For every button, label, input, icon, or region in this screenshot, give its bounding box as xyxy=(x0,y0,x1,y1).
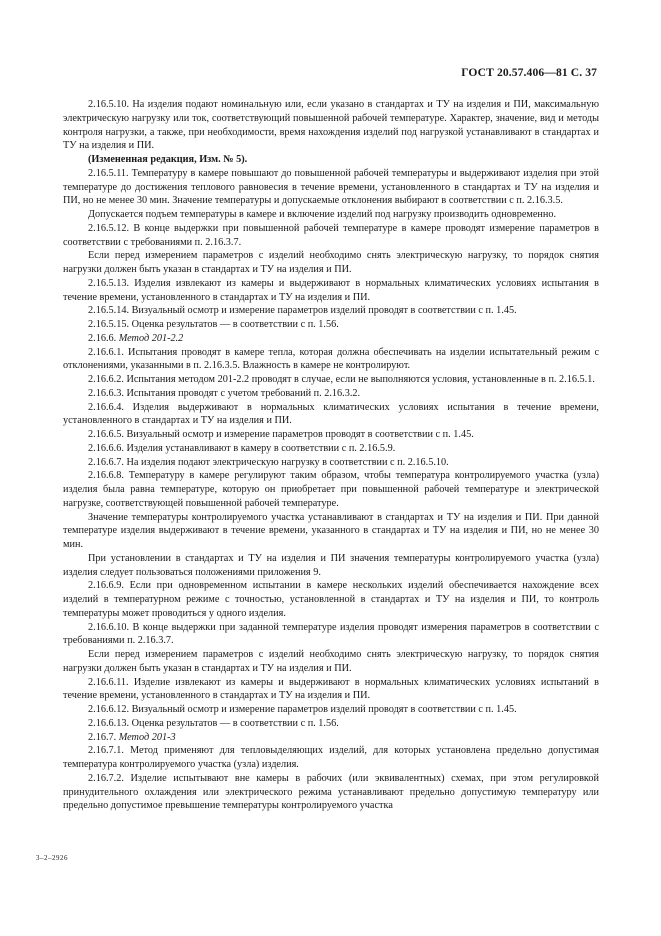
document-body xyxy=(63,98,599,813)
method-title: Метод 201-2.2 xyxy=(118,332,184,344)
paragraph: 2.16.5.10. На изделия подают номинальную или, если указано в стандартах и ТУ на изделия и ПИ, максимальную электрическую нагрузку или ток, соответствующий повышенной рабочей температуре. Характер, значение, вид и методы контроля нагрузки, а также, при необходимости, время нахождения изделий под нагрузкой устанавливают в стандартах и ТУ на изделия и ПИ. xyxy=(63,99,599,152)
paragraph: 2.16.5.14. Визуальный осмотр и измерение параметров изделий проводят в соответствии с п. 1.45. xyxy=(88,305,517,317)
paragraph: Допускается подъем температуры в камере и включение изделий под нагрузку производить одновременно. xyxy=(88,209,557,220)
paragraph: 2.16.6.2. Испытания методом 201-2.2 проводят в случае, если не выполняются условия, установленные в п. 2.16.5.1. xyxy=(88,374,595,385)
paragraph: 2.16.7.1. Метод применяют для тепловыделяющих изделий, для которых установлена предельно допустимая температура контролируемого участка (узла) изделия. xyxy=(63,745,599,770)
paragraph: 2.16.6.3. Испытания проводят с учетом требований п. 2.16.3.2. xyxy=(88,387,361,399)
method-heading xyxy=(63,332,599,346)
paragraph: 2.16.6.9. Если при одновременном испытании в камере нескольких изделий обеспечивается нахождение всех изделий в температурном режиме с точностью, установленной в стандартах и ТУ на изделия и ПИ, то контроль температуры может проводиться у одного изделия. xyxy=(63,580,599,619)
paragraph: Если перед измерением параметров с изделий необходимо снять электрическую нагрузку, то порядок снятия нагрузки должен быть указан в стандартах и ТУ на изделия и ПИ. xyxy=(63,250,599,275)
paragraph: Значение температуры контролируемого участка устанавливают в стандартах и ТУ на изделия и ПИ. При данной температуре изделия выдерживают в течение времени, указанного в стандартах и ТУ на изделия и ПИ, но не менее 30 мин. xyxy=(63,511,599,550)
page-footer: 3–2–2926 xyxy=(36,854,68,862)
section-number: 2.16.7. xyxy=(88,731,119,743)
paragraph: 2.16.6.11. Изделие извлекают из камеры и выдерживают в нормальных климатических условиях испытаний в течение времени, установленного в стандартах и ТУ на изделия и ПИ. xyxy=(63,676,599,702)
paragraph: 2.16.6.13. Оценка результатов — в соответствии с п. 1.56. xyxy=(88,717,339,729)
paragraph: 2.16.6.5. Визуальный осмотр и измерение параметров проводят в соответствии с п. 1.45. xyxy=(88,429,474,440)
page-header: ГОСТ 20.57.406—81 С. 37 xyxy=(461,66,597,79)
paragraph: 2.16.6.10. В конце выдержки при заданной температуре изделия проводят измерения параметров в соответствии с требованиями п. 2.16.3.7. xyxy=(63,621,599,647)
paragraph: При установлении в стандартах и ТУ на изделия и ПИ значения температуры контролируемого участка (узла) изделия следует пользоваться положениями приложения 9. xyxy=(63,552,599,578)
paragraph: 2.16.7.2. Изделие испытывают вне камеры в рабочих (или эквивалентных) схемах, при этом регулировкой принудительного охлаждения или электрического режима устанавливают предельно допустимую температуру или предельно допустимое превышение температуры контролируемого участка xyxy=(63,772,599,812)
paragraph: 2.16.6.4. Изделия выдерживают в нормальных климатических условиях испытания в течение времени, установленного в стандартах и ТУ на изделия и ПИ. xyxy=(63,401,599,427)
method-heading xyxy=(63,731,599,745)
amendment-note: (Измененная редакция, Изм. № 5). xyxy=(88,154,248,165)
paragraph: Если перед измерением параметров с изделий необходимо снять электрическую нагрузку, то порядок снятия нагрузки должен быть указан в стандартах и ТУ на изделия и ПИ. xyxy=(63,649,599,674)
paragraph: 2.16.6.6. Изделия устанавливают в камеру в соответствии с п. 2.16.5.9. xyxy=(88,442,396,454)
paragraph: 2.16.6.7. На изделия подают электрическую нагрузку в соответствии с п. 2.16.5.10. xyxy=(88,456,449,468)
paragraph: 2.16.5.11. Температуру в камере повышают до повышенной рабочей температуры и выдерживают изделия при этой температуре до достижения теплового равновесия в течение времени, установленного в стандартах и ТУ на изделия и ПИ, но не менее 30 мин. Значение температуры и допускаемые отклонения выбирают в соответствии с п. 2.16.3.5. xyxy=(63,167,599,207)
section-number: 2.16.6. xyxy=(88,332,119,344)
paragraph: 2.16.6.1. Испытания проводят в камере тепла, которая должна обеспечивать на изделии испытательный режим с отклонениями, указанными в п. 2.16.3.5. Влажность в камере не контролируют. xyxy=(63,346,599,372)
paragraph: 2.16.6.12. Визуальный осмотр и измерение параметров изделий проводят в соответствии с п. 1.45. xyxy=(88,704,517,715)
method-title: Метод 201-3 xyxy=(118,731,176,743)
paragraph: 2.16.5.12. В конце выдержки при повышенной рабочей температуре в камере проводят измерение параметров в соответствии с требованиями п. 2.16.3.7. xyxy=(63,222,599,248)
paragraph: 2.16.5.13. Изделия извлекают из камеры и выдерживают в нормальных климатических условиях испытания в течение времени, установленного в стандартах и ТУ на изделия и ПИ. xyxy=(63,277,599,303)
paragraph: 2.16.5.15. Оценка результатов — в соответствии с п. 1.56. xyxy=(88,319,339,330)
paragraph: 2.16.6.8. Температуру в камере регулируют таким образом, чтобы температура контролируемого участка (узла) изделия была равна температуре, которую он приобретает при повышенной рабочей температуре и электрической нагрузке, соответствующей повышенной рабочей температуре. xyxy=(63,470,599,509)
